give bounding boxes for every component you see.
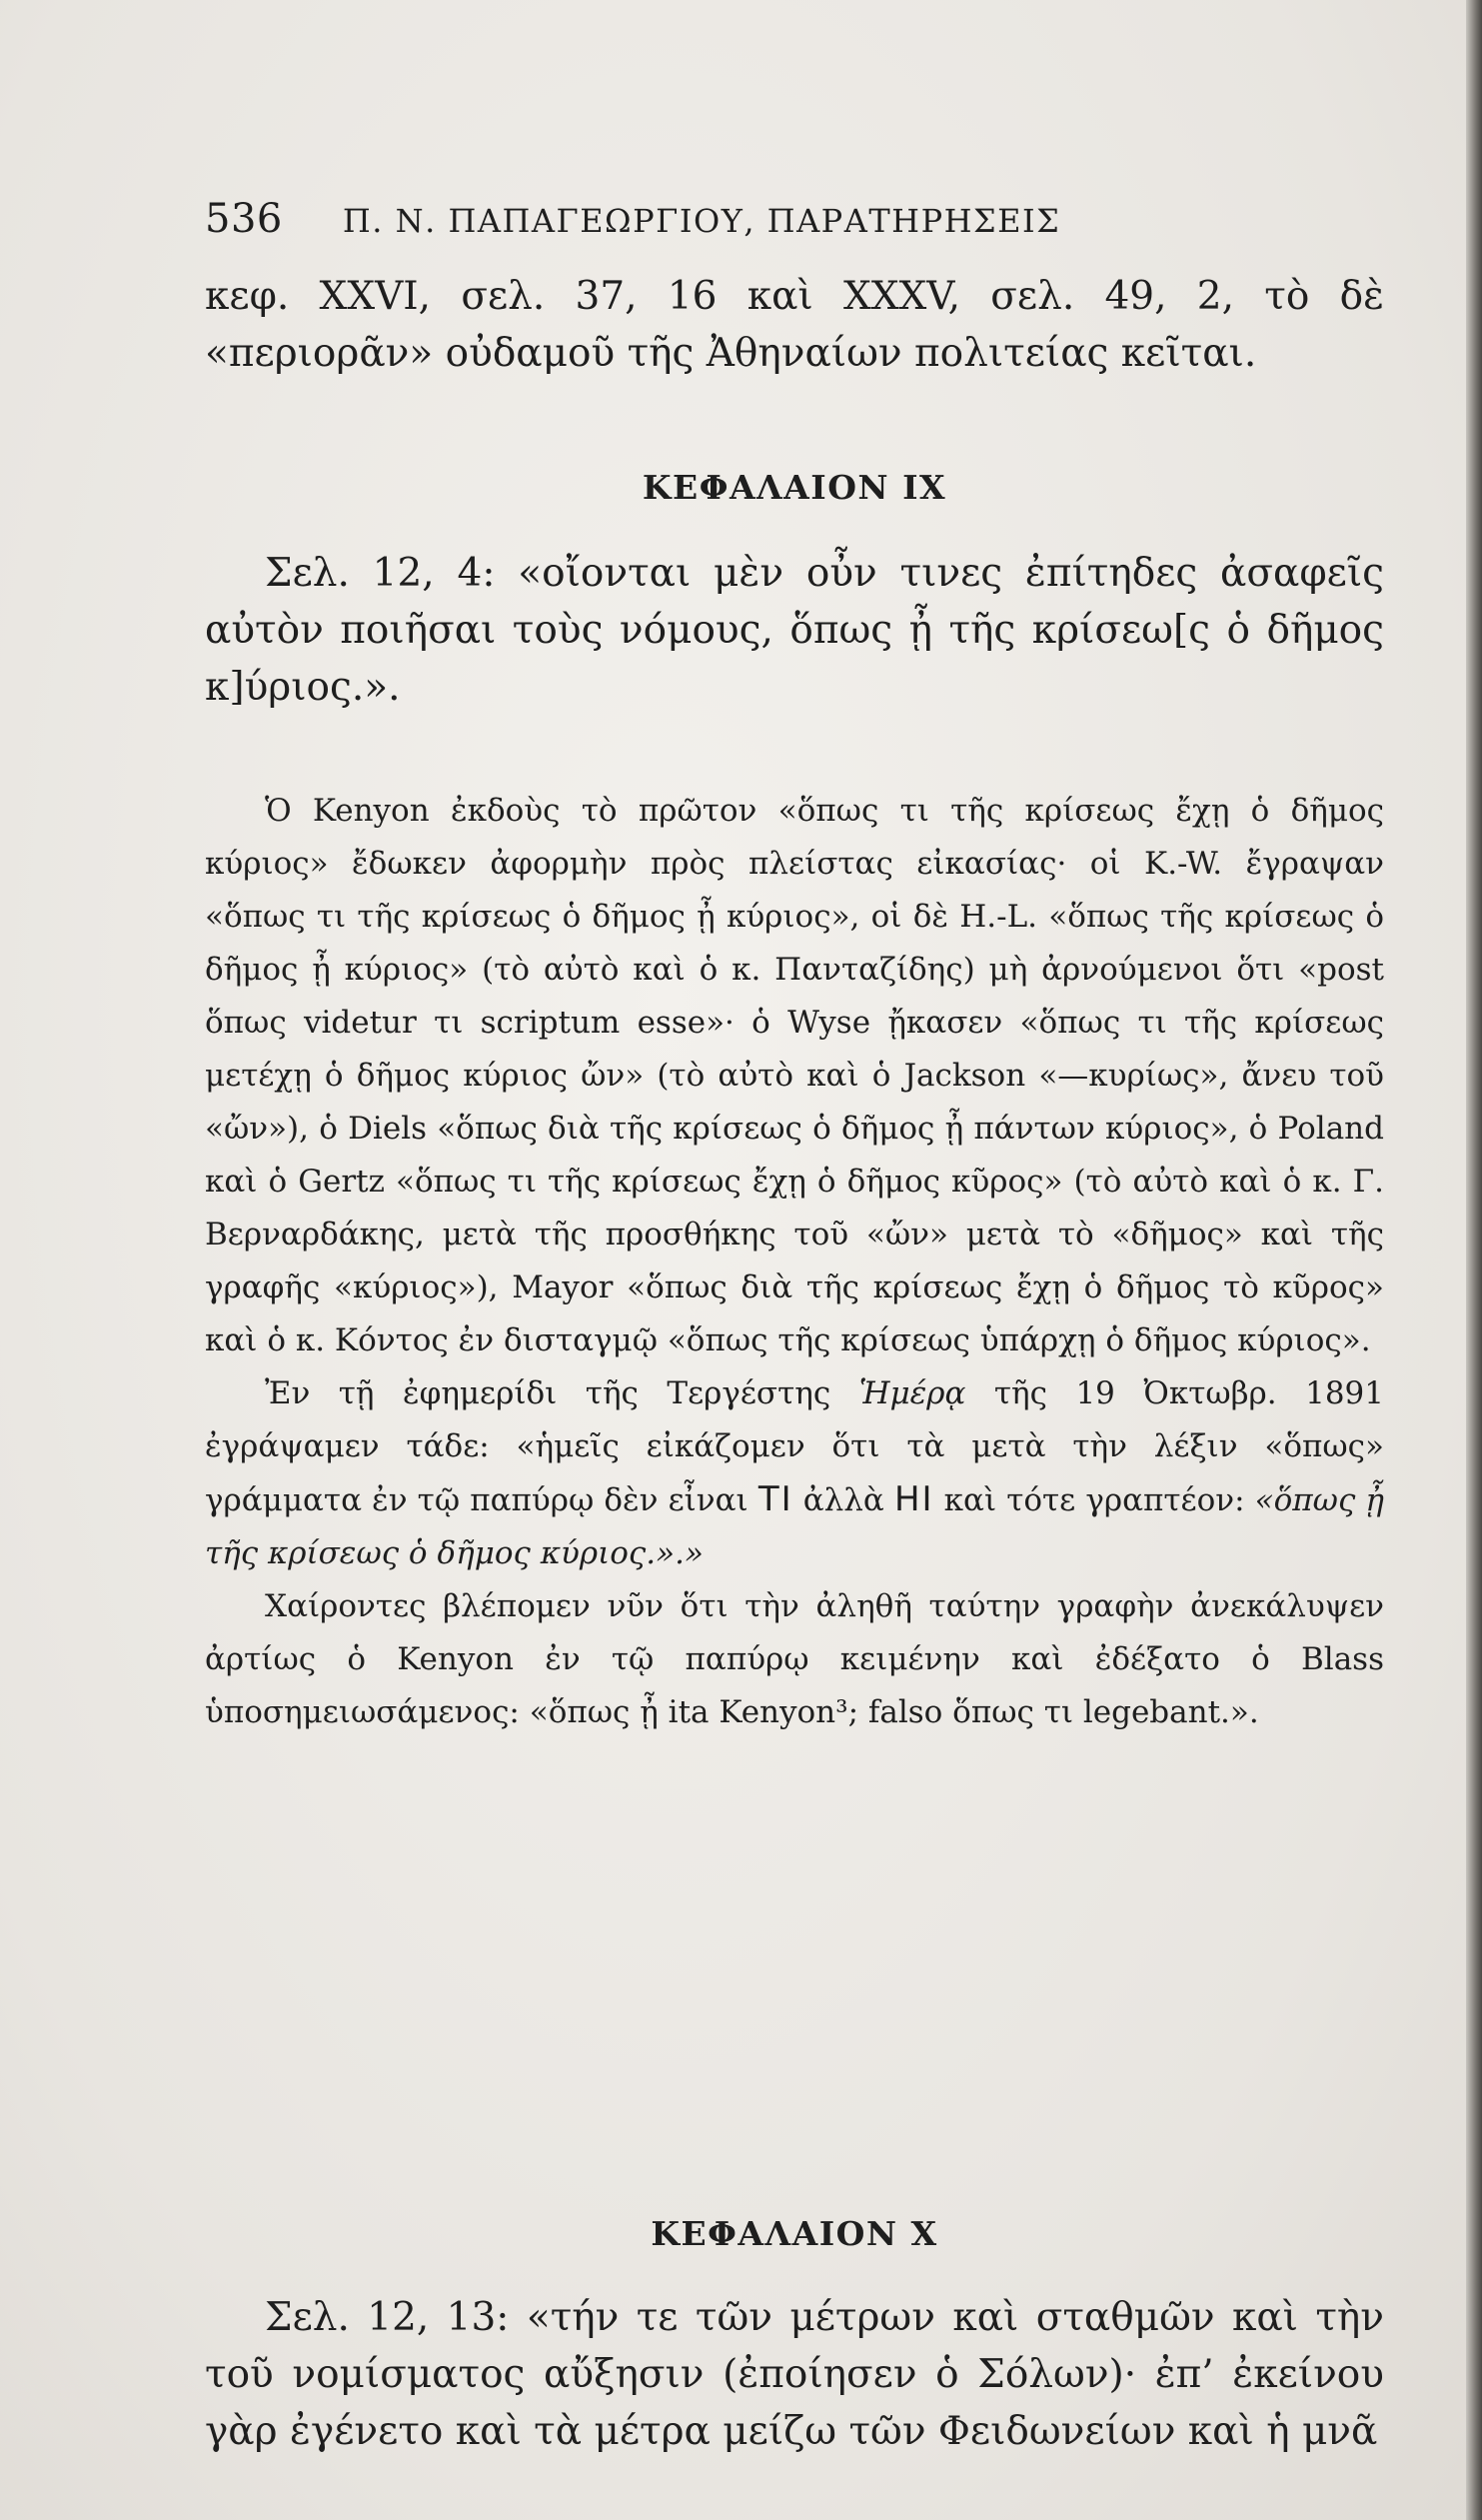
chapter-10-quote-block <box>205 2289 1384 2460</box>
paragraph-2-part-3: ἀλλὰ <box>792 1482 894 1518</box>
paragraph-2-part-4: καὶ τότε γραπτέον: <box>933 1482 1255 1518</box>
chapter-9-quote-block <box>205 545 1384 716</box>
chapter-9-body <box>205 785 1384 1739</box>
proposed-reading: «ὅπως ᾖ τῆς κρίσεως ὁ δῆμος κύριος.».» <box>205 1482 1384 1571</box>
chapter-10-quote: Σελ. 12, 13: «τήν τε τῶν μέτρων καὶ σταθμῶν καὶ τὴν τοῦ νομίσματος αὔξησιν (ἐποίησεν ὁ Σόλων)· ἐπ’ ἐκείνου γὰρ ἐγένετο καὶ τὰ μέτρα μείζω τῶν Φειδωνείων καὶ ἡ μνᾶ <box>205 2295 1384 2454</box>
papyrus-letters-hi: ΗΙ <box>893 1479 934 1519</box>
paragraph-2-part-2: τῆς 19 Ὀκτωβρ. 1891 ἐγράψαμεν τάδε: «ἡμεῖς εἰκάζομεν ὅτι τὰ μετὰ τὴν λέξιν «ὅπως» γράμματα ἐν τῷ παπύρῳ δὲν εἶναι <box>205 1375 1385 1518</box>
newspaper-title: Ἡμέρᾳ <box>858 1375 966 1411</box>
page-number: 536 <box>205 196 283 242</box>
intro-block <box>205 268 1384 382</box>
chapter-9-heading: ΚΕΦΑΛΑΙΟΝ IX <box>642 468 947 507</box>
running-title: Π. Ν. ΠΑΠΑΓΕΩΡΓΙΟΥ, ΠΑΡΑΤΗΡΗΣΕΙΣ <box>342 202 1061 240</box>
page-header <box>205 196 1204 246</box>
chapter-9-paragraph-2 <box>205 1367 1384 1580</box>
chapter-9-quote: Σελ. 12, 4: «οἴονται μὲν οὖν τινες ἐπίτηδες ἀσαφεῖς αὐτὸν ποιῆσαι τοὺς νόμους, ὅπως ᾖ τῆς κρίσεω[ς ὁ δῆμος κ]ύριος.». <box>205 551 1384 710</box>
chapter-9-paragraph-1: Ὁ Kenyon ἐκδοὺς τὸ πρῶτον «ὅπως τι τῆς κρίσεως ἔχῃ ὁ δῆμος κύριος» ἔδωκεν ἀφορμὴν πρὸς πλείστας εἰκασίας· οἱ K.-W. ἔγραψαν «ὅπως τι τῆς κρίσεως ὁ δῆμος ᾖ κύριος», οἱ δὲ H.-L. «ὅπως τῆς κρίσεως ὁ δῆμος ᾖ κύριος» (τὸ αὐτὸ καὶ ὁ κ. Πανταζίδης) μὴ ἀρνούμενοι ὅτι «post ὅπως videtur τι scriptum esse»· ὁ Wyse ᾔκασεν «ὅπως τι τῆς κρίσεως μετέχῃ ὁ δῆμος κύριος ὤν» (τὸ αὐτὸ καὶ ὁ Jackson «—κυρίως», ἄνευ τοῦ «ὤν»), ὁ Diels «ὅπως διὰ τῆς κρίσεως ὁ δῆμος ᾖ πάντων κύριος», ὁ Poland καὶ ὁ Gertz «ὅπως τι τῆς κρίσεως ἔχῃ ὁ δῆμος κῦρος» (τὸ αὐτὸ καὶ ὁ κ. Γ. Βερναρδάκης, μετὰ τῆς προσθήκης τοῦ «ὤν» μετὰ τὸ «δῆμος» καὶ τῆς γραφῆς «κύριος»), Mayor «ὅπως διὰ τῆς κρίσεως ἔχῃ ὁ δῆμος τὸ κῦρος» καὶ ὁ κ. Κόντος ἐν δισταγμῷ «ὅπως τῆς κρίσεως ὑπάρχῃ ὁ δῆμος κύριος». <box>205 793 1384 1358</box>
chapter-10-heading: ΚΕΦΑΛΑΙΟΝ X <box>651 2214 938 2253</box>
intro-text: κεφ. XXVI, σελ. 37, 16 καὶ XXXV, σελ. 49, 2, τὸ δὲ «περιορᾶν» οὐδαμοῦ τῆς Ἀθηναίων πολιτείας κεῖται. <box>205 274 1384 376</box>
paragraph-2-part-1: Ἐν τῇ ἐφημερίδι τῆς Τεργέστης <box>265 1375 859 1411</box>
chapter-9-paragraph-3: Χαίροντες βλέπομεν νῦν ὅτι τὴν ἀληθῆ ταύτην γραφὴν ἀνεκάλυψεν ἀρτίως ὁ Kenyon ἐν τῷ παπύρῳ κειμένην καὶ ἐδέξατο ὁ Blass ὑποσημειωσάμενος: «ὅπως ᾖ ita Kenyon³; falso ὅπως τι legebant.». <box>205 1588 1384 1730</box>
papyrus-letters-ti: ΤΙ <box>757 1479 793 1519</box>
page-binding-edge <box>1466 0 1482 2520</box>
